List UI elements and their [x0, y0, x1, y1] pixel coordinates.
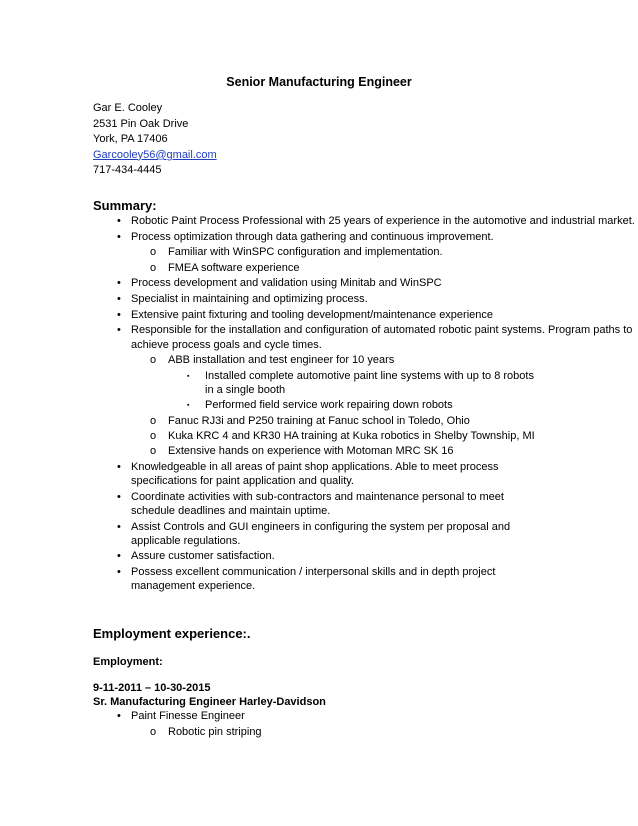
bullet-marker: •	[117, 230, 121, 243]
list-item: • Knowledgeable in all areas of paint shop applications. Able to meet process specifications for paint application and quality.	[117, 460, 499, 487]
list-item: • Assure customer satisfaction.	[117, 550, 275, 563]
list-item: ▪ Performed field service work repairing down robots	[0, 398, 638, 412]
bullet-marker: •	[117, 308, 121, 321]
employment-heading: Employment experience:.	[93, 626, 251, 641]
contact-phone: 717-434-4445	[93, 164, 162, 177]
list-item: • Specialist in maintaining and optimizing process.	[117, 292, 368, 305]
summary-heading: Summary:	[93, 198, 157, 213]
bullet-marker: •	[117, 460, 121, 473]
list-item: o FMEA software experience	[150, 261, 300, 274]
list-item: • Paint Finesse Engineer	[117, 710, 245, 722]
list-item: o Fanuc RJ3i and P250 training at Fanuc school in Toledo, Ohio	[150, 414, 470, 427]
square-bullet-icon: ▪	[187, 372, 190, 380]
list-item: ▪ Installed complete automotive paint line systems with up to 8 robots in a single booth	[187, 369, 534, 396]
job-list	[0, 709, 638, 740]
list-item: • Responsible for the installation and configuration of automated robotic paint systems. Program paths to achieve process goals and cycle times.	[117, 324, 633, 351]
list-item: • Possess excellent communication / interpersonal skills and in depth project management experience.	[117, 566, 496, 593]
contact-name: Gar E. Cooley	[93, 102, 163, 114]
list-item: • Robotic Paint Process Professional with 25 years of experience in the automotive and industrial market.	[117, 215, 635, 227]
list-item: • Coordinate activities with sub-contractors and maintenance personal to meet schedule deadlines and maintain uptime.	[117, 490, 504, 517]
bullet-marker: •	[117, 215, 121, 227]
employment-subheading: Employment:	[93, 656, 163, 668]
bullet-marker: •	[117, 277, 121, 290]
job-dates: 9-11-2011 – 10-30-2015	[93, 682, 211, 694]
square-bullet-icon: ▪	[187, 402, 190, 410]
circle-marker: o	[150, 354, 157, 367]
document-title: Senior Manufacturing Engineer	[226, 75, 412, 89]
list-item: • Assist Controls and GUI engineers in configuring the system per proposal and applicable regulations.	[117, 520, 511, 547]
contact-address-line2: York, PA 17406	[93, 133, 168, 146]
list-item: o Familiar with WinSPC configuration and implementation.	[150, 246, 443, 259]
bullet-marker: •	[117, 324, 121, 337]
contact-address-line1: 2531 Pin Oak Drive	[93, 117, 189, 130]
bullet-marker: •	[117, 566, 121, 579]
bullet-marker: •	[117, 490, 121, 503]
list-item: • Process optimization through data gathering and continuous improvement.	[117, 230, 494, 243]
summary-list	[0, 214, 638, 595]
bullet-marker: •	[117, 710, 121, 722]
circle-marker: o	[150, 414, 157, 427]
list-item: o Kuka KRC 4 and KR30 HA training at Kuka robotics in Shelby Township, MI	[150, 429, 535, 442]
circle-marker: o	[150, 445, 157, 458]
bullet-marker: •	[117, 292, 121, 305]
contact-email-link[interactable]: Garcooley56@gmail.com	[93, 148, 217, 161]
list-item: • Extensive paint fixturing and tooling development/maintenance experience	[117, 308, 494, 321]
circle-marker: o	[150, 429, 157, 442]
contact-block	[93, 101, 217, 179]
list-item: o Robotic pin striping	[150, 725, 262, 738]
list-item: • Process development and validation using Minitab and WinSPC	[117, 277, 442, 290]
circle-marker: o	[150, 261, 157, 274]
circle-marker: o	[150, 246, 157, 259]
list-item: o ABB installation and test engineer for 10 years	[150, 354, 395, 367]
list-item: o Extensive hands on experience with Motoman MRC SK 16	[150, 445, 454, 458]
bullet-marker: •	[117, 550, 121, 563]
job-title: Sr. Manufacturing Engineer Harley-Davidson	[93, 696, 326, 708]
circle-marker: o	[150, 725, 157, 738]
bullet-marker: •	[117, 520, 121, 533]
